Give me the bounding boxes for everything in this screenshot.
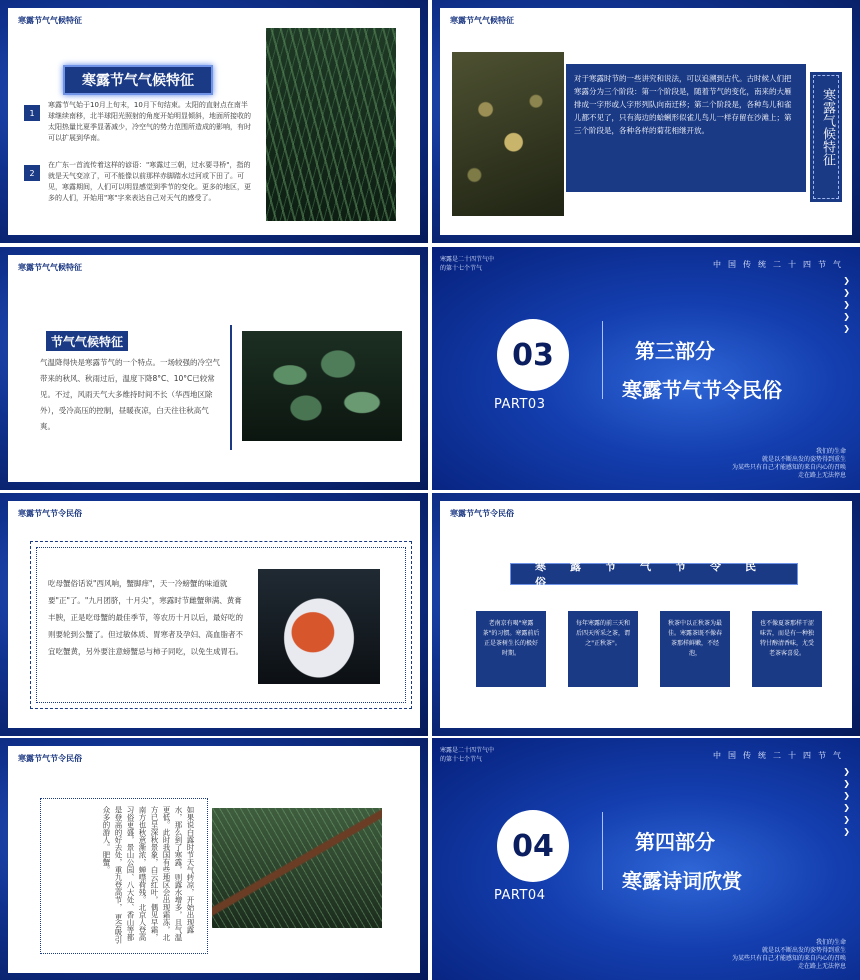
branch-photo [212,808,382,928]
item-number: 2 [24,165,40,181]
vertical-text-main: 如果说白露时节天气转凉，开始出现露水，那么到了寒露，则露水增多，且气温更低。此时我国有些地区会出现霜冻，北方已呈深秋景象，白云红叶，偶见早霜，南方也秋意渐浓，蝉噤荷残。北京人登高习俗更盛，景山公园、八大处、香山等都是登高的好去处，重九登高节， [114,806,195,941]
leaves-photo [242,331,402,441]
slide-2[interactable] [432,0,860,243]
footer-line: 我们的生命 [815,939,846,946]
slide-header: 寒露节气节令民俗 [450,509,514,518]
vertical-text [56,806,196,946]
info-tile: 老南京有喝"寒露茶"的习惯。寒露前后正是茶树生长的极好时期。 [476,611,546,687]
slide-4[interactable] [432,247,860,490]
divider [230,325,232,450]
slide-5[interactable] [0,493,428,736]
chevron-right-icon: ❯ [843,288,850,297]
text-panel [566,64,806,192]
item-text: 在广东一首流传着这样的谚语："寒露过三朝，过水要寻桥"，指的就是天气变凉了，可不能像以前那样赤脚踏水过河或下田了。可见，寒露期间，人们可以明显感觉到季节的变化。更多的地区，更多的人们，开始用"寒"字来表达自己对天气的感受了。 [48,161,251,202]
dewdrop-photo [452,52,564,216]
chevron-right-icon: ❯ [843,803,850,812]
slide-card [8,255,420,482]
section-pill: 寒露节气气候特征 [63,65,213,95]
section-top-left [440,746,494,764]
crab-photo [258,569,380,684]
footer-line: 走在路上无法停息 [797,963,846,970]
slide-header: 寒露节气节令民俗 [18,754,82,763]
section-top-right: 中国传统二十四节气 [713,260,848,269]
section-heading: 第四部分 [635,830,715,854]
info-tile: 秋茶中以正秋茶为最佳。寒露茶既不像春茶那样鲜嫩，不经泡， [660,611,730,687]
section-subheading: 寒露节气节令民俗 [622,378,782,402]
section-footer-text [732,448,846,480]
item-number: 1 [24,105,40,121]
slide-card [440,501,852,728]
footer-line: 我们的生命 [815,448,846,455]
footer-line: 就是以不断出发的姿势得到重生 [761,456,846,463]
footer-line: 就是以不断出发的姿势得到重生 [761,947,846,954]
slide-8[interactable] [432,738,860,980]
custom-text: 吃母蟹俗话说"西风响，蟹脚痒"，天一冷螃蟹的味道就要"正"了。"九月团脐，十月尖"，寒露时节雌蟹卵满、黄膏丰腴，正是吃母蟹的最佳季节，等农历十月以后，最好吃的则要轮到公蟹了。但过敏体质、胃寒者及孕妇、高血脂者不宜吃蟹黄，另外要注意螃蟹忌与柿子同吃，以免生成胃石。 [48,579,243,656]
chevron-right-icon: ❯ [843,300,850,309]
grass-photo [266,28,396,221]
slide-header: 寒露节气节令民俗 [18,509,82,518]
chevron-right-icon: ❯ [843,324,850,333]
slide-header: 寒露节气气候特征 [18,263,82,272]
chevron-right-icon: ❯ [843,312,850,321]
slide-7[interactable] [0,738,428,980]
top-left-line: 寒露是二十四节气中 [440,747,495,754]
slide-6[interactable] [432,493,860,736]
divider [602,321,603,399]
vertical-title-box [810,72,842,202]
feature-text: 气温降得快是寒露节气的一个特点。一场较强的冷空气带来的秋风、秋雨过后，温度下降8°C、10°C已较常见。不过，风雨天气大多维持时间不长（华西地区除外），受冷高压的控制，昼暖夜凉，白天往往秋高气爽。 [40,358,220,431]
top-left-line: 寒露是二十四节气中 [440,256,495,263]
part-label: PART03 [494,397,546,412]
section-number: 04 [497,810,569,882]
chevron-right-icon: ❯ [843,815,850,824]
vertical-text-end: 更会吸引众多的游人。肥蟹。 [102,806,123,944]
chevron-right-icon: ❯ [843,827,850,836]
item-text: 寒露节气始于10月上旬末，10月下旬结束。太阳的直射点在南半球继续南移，北半球阳光照射的角度开始明显倾斜，地面所接收的太阳热量比夏季显著减少，冷空气的势力范围所造成的影响，有时可以扩展到华南。 [48,101,251,142]
chevron-right-icon: ❯ [843,791,850,800]
slide-card [440,8,852,235]
chevron-right-icon: ❯ [843,779,850,788]
panel-text: 对于寒露时节的一些讲究和说法，可以追溯到古代。古时候人们把寒露分为三个阶段：第一个阶段是，随着节气的变化，南来的大雁排成一字形或人字形列队向南迁移；第二个阶段是，各种鸟儿和雀儿都不见了，只有海边的蛤蜊形似雀儿鸟儿一样存留在沙滩上；第三个阶段是，各种各样的菊花相继开放。 [574,74,792,135]
footer-line: 为某些只有自己才能感知的来自内心的召唤 [731,464,846,471]
vertical-title: 寒露气候特征 [820,88,835,166]
slide-header: 寒露节气气候特征 [18,16,82,25]
section-top-left [440,255,494,273]
section-footer-text [732,939,846,971]
slide-card [8,501,420,728]
top-left-line: 的第十七个节气 [440,265,483,272]
info-tile: 也不像夏茶那样干涩味苦，而是有一种独特甘醇清香味，尤受老茶客喜爱。 [752,611,822,687]
footer-line: 走在路上无法停息 [797,472,846,479]
chevron-right-icon: ❯ [843,767,850,776]
section-heading: 第三部分 [635,339,715,363]
slide-card [8,746,420,973]
slide-header: 寒露节气气候特征 [450,16,514,25]
part-label: PART04 [494,888,546,903]
info-tile: 每年寒露的前三天和后四天所采之茶，谓之"正秋茶"。 [568,611,638,687]
chevron-right-icon: ❯ [843,276,850,285]
section-number: 03 [497,319,569,391]
feature-label: 节气气候特征 [46,331,128,351]
divider [602,812,603,890]
footer-line: 为某些只有自己才能感知的来自内心的召唤 [731,955,846,962]
slide-3[interactable] [0,247,428,490]
top-left-line: 的第十七个节气 [440,756,483,763]
section-top-right: 中国传统二十四节气 [713,751,848,760]
section-subheading: 寒露诗词欣赏 [622,869,742,893]
slide-card [8,8,420,235]
slide-1[interactable] [0,0,428,243]
custom-banner: 寒露节气节令民俗 [510,563,798,585]
